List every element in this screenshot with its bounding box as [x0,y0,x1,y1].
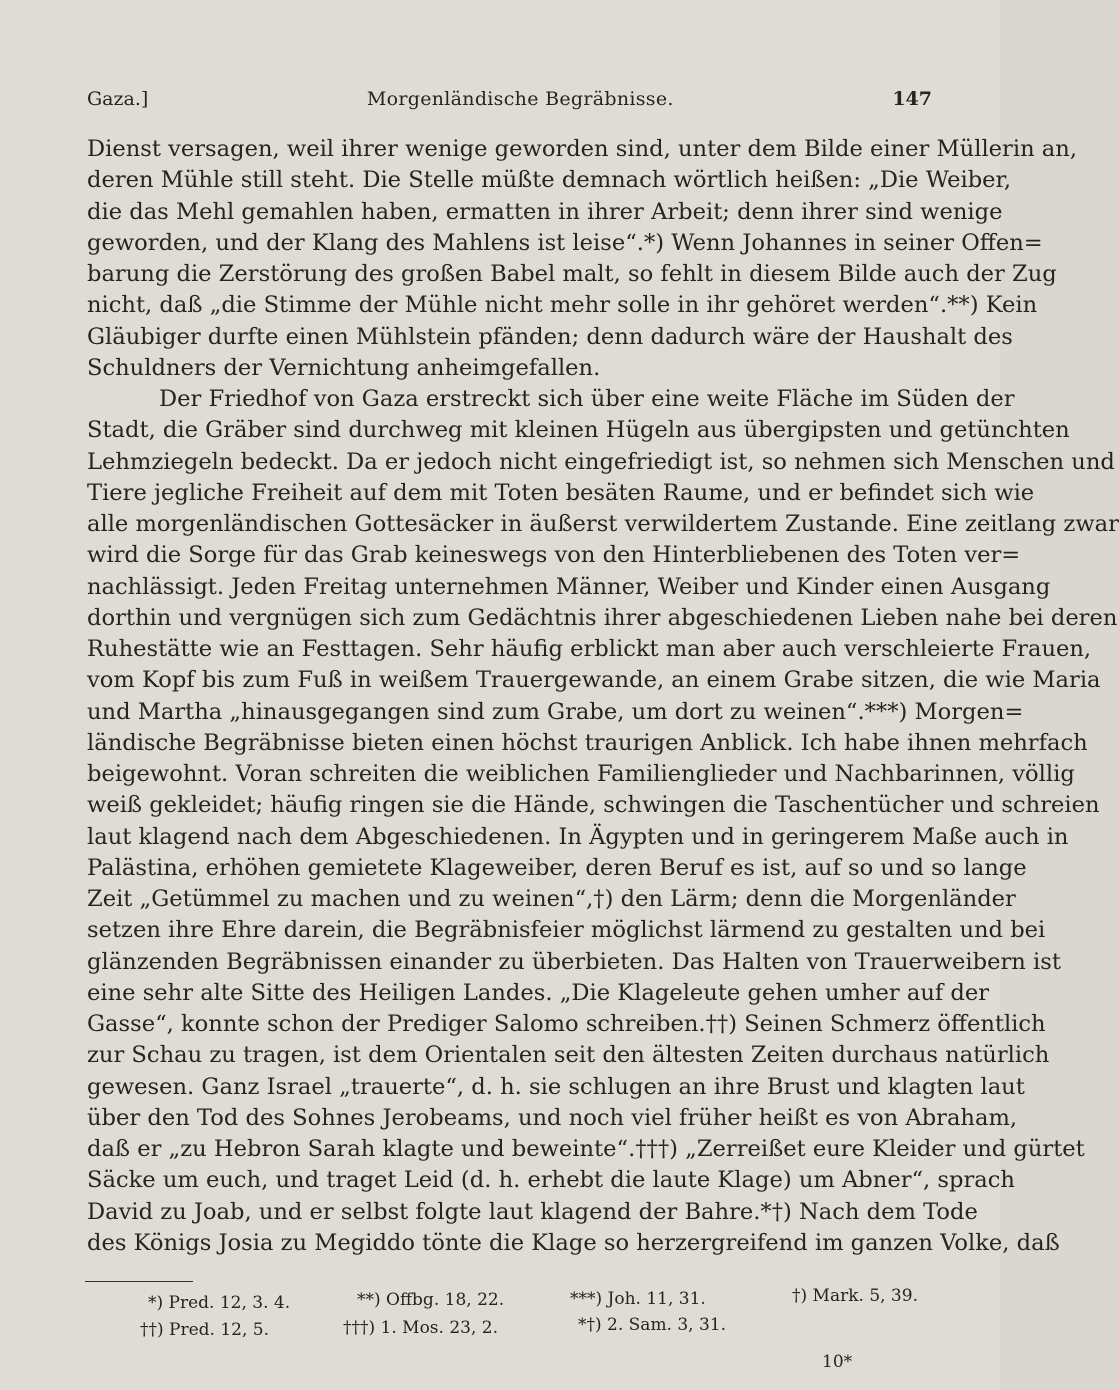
text-line: Zeit „Getümmel zu machen und zu weinen“,†) den Lärm; denn die Morgenländer [87,886,1016,912]
text-line: Ruhestätte wie an Festtagen. Sehr häufig erblickt man aber auch verschleierte Frauen, [87,636,1092,662]
page-number: 147 [892,88,932,110]
text-line: ländische Begräbnisse bieten einen höchst traurigen Anblick. Ich habe ihnen mehrfach [87,729,1088,756]
footnote: †††) 1. Mos. 23, 2. [343,1318,498,1338]
running-header [87,88,932,110]
text-line: wird die Sorge für das Grab keineswegs von den Hinterbliebenen des Toten ver= [87,542,1021,569]
text-line: Tiere jegliche Freiheit auf dem mit Toten besäten Raume, und er befindet sich wie [87,479,1035,506]
text-line: Gläubiger durfte einen Mühlstein pfänden; denn dadurch wäre der Haushalt des [87,323,1013,350]
text-line: barung die Zerstörung des großen Babel malt, so fehlt in diesem Bilde auch der Zug [87,261,1057,287]
text-line: Lehmziegeln bedeckt. Da er jedoch nicht eingefriedigt ist, so nehmen sich Menschen und [87,448,1115,475]
footnote-rule [85,1281,193,1282]
text-line: gewesen. Ganz Israel „trauerte“, d. h. sie schlugen an ihre Brust und klagten laut [87,1073,1025,1100]
text-line: deren Mühle still steht. Die Stelle müßte demnach wörtlich heißen: „Die Weiber, [87,167,1012,194]
text-line: dorthin und vergnügen sich zum Gedächtnis ihrer abgeschiedenen Lieben nahe bei deren [87,604,1118,631]
text-line: die das Mehl gemahlen haben, ermatten in ihrer Arbeit; denn ihrer sind wenige [87,198,1003,225]
text-line: nachlässigt. Jeden Freitag unternehmen Männer, Weiber und Kinder einen Ausgang [87,573,1051,600]
header-left: Gaza.] [87,88,149,110]
signature-mark: 10* [822,1352,853,1372]
text-line: geworden, und der Klang des Mahlens ist leise“.*) Wenn Johannes in seiner Offen= [87,229,1043,256]
text-line: nicht, daß „die Stimme der Mühle nicht mehr solle in ihr gehöret werden“.**) Kein [87,292,1038,319]
text-line: laut klagend nach dem Abgeschiedenen. In Ägypten und in geringerem Maße auch in [87,823,1069,850]
footnote: †) Mark. 5, 39. [792,1286,918,1306]
text-line: Schuldners der Vernichtung anheimgefallen. [87,354,601,381]
text-line: vom Kopf bis zum Fuß in weißem Trauergewande, an einem Grabe sitzen, die wie Maria [87,667,1101,694]
footnotes [0,1286,1000,1353]
text-line: alle morgenländischen Gottesäcker in äußerst verwildertem Zustande. Eine zeitlang zwar [87,511,1119,537]
text-line: über den Tod des Sohnes Jerobeams, und noch viel früher heißt es von Abraham, [87,1104,1018,1131]
text-line: Palästina, erhöhen gemietete Klageweiber, deren Beruf es ist, auf so und so lange [87,854,1027,881]
text-line: Gasse“, konnte schon der Prediger Salomo schreiben.††) Seinen Schmerz öffentlich [87,1011,1046,1037]
text-line: glänzenden Begräbnissen einander zu überbieten. Das Halten von Trauerweibern ist [87,948,1061,975]
text-line: Stadt, die Gräber sind durchweg mit kleinen Hügeln aus übergipsten und getünchten [87,417,1070,444]
footnote: ***) Joh. 11, 31. [570,1289,706,1309]
text-line: eine sehr alte Sitte des Heiligen Landes. „Die Klageleute gehen umher auf der [87,979,990,1006]
text-line: Dienst versagen, weil ihrer wenige geworden sind, unter dem Bilde einer Müllerin an, [87,136,1078,162]
footnote: *) Pred. 12, 3. 4. [148,1293,291,1313]
text-line: Säcke um euch, und traget Leid (d. h. erhebt die laute Klage) um Abner“, sprach [87,1167,1015,1194]
text-line: des Königs Josia zu Megiddo tönte die Klage so herzergreifend im ganzen Volke, daß [87,1229,1060,1256]
text-line: zur Schau zu tragen, ist dem Orientalen seit den ältesten Zeiten durchaus natürlich [87,1042,1050,1069]
footnote: ††) Pred. 12, 5. [140,1320,270,1340]
text-line: setzen ihre Ehre darein, die Begräbnisfeier möglichst lärmend zu gestalten und bei [87,917,1046,944]
text-line: weiß gekleidet; häufig ringen sie die Hände, schwingen die Taschentücher und schreien [87,792,1100,819]
paragraph-start-line: Der Friedhof von Gaza erstreckt sich über eine weite Fläche im Süden der [159,386,1015,412]
header-title: Morgenländische Begräbnisse. [366,88,674,110]
text-line: beigewohnt. Voran schreiten die weiblichen Familienglieder und Nachbarinnen, völlig [87,761,1075,787]
text-line: und Martha „hinausgegangen sind zum Grabe, um dort zu weinen“.***) Morgen= [87,698,1024,725]
footnote: **) Offbg. 18, 22. [357,1290,505,1310]
footnote: *†) 2. Sam. 3, 31. [578,1315,727,1335]
body-text [87,134,1119,1259]
text-line: daß er „zu Hebron Sarah klagte und beweinte“.†††) „Zerreißet eure Kleider und gürtet [87,1136,1085,1162]
text-line: David zu Joab, und er selbst folgte laut klagend der Bahre.*†) Nach dem Tode [87,1198,978,1225]
